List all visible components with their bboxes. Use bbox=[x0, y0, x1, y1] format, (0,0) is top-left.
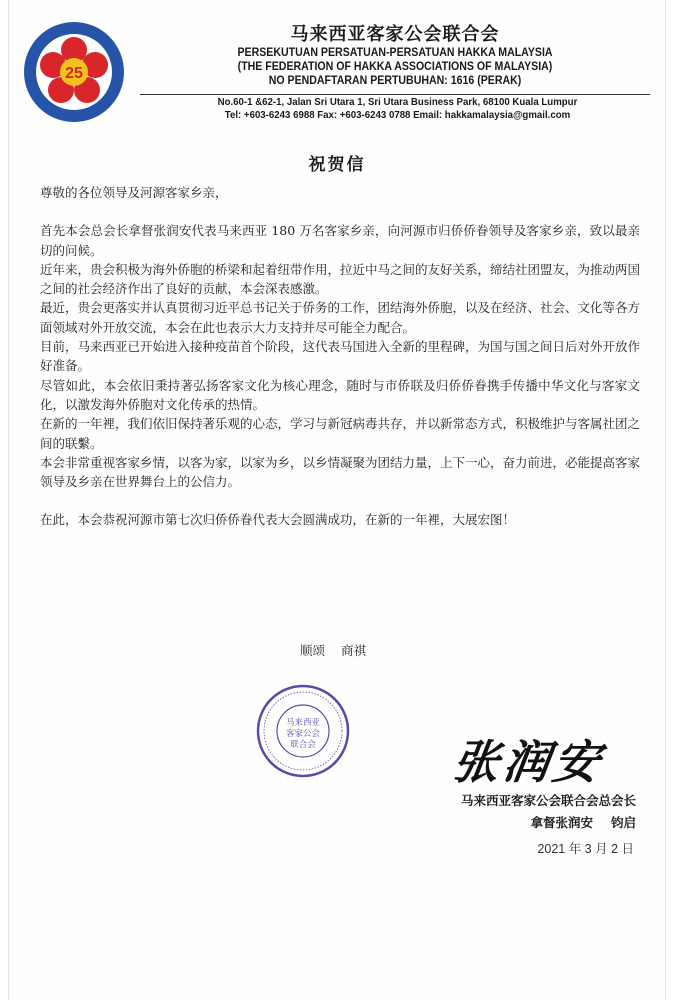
closing-word: 商祺 bbox=[341, 643, 367, 658]
paragraph: 本会非常重视客家乡情，以客为家，以家为乡，以乡情凝聚为团结力量，上下一心，奋力前进，必能提高客家领导及乡亲在世界舞台上的公信力。 bbox=[40, 454, 641, 490]
header-divider bbox=[140, 94, 650, 95]
signer-action: 钧启 bbox=[610, 815, 636, 830]
signer-title: 马来西亚客家公会联合会总会长 bbox=[460, 793, 636, 808]
paragraph: 最近，贵会更落实并认真贯彻习近平总书记关于侨务的工作，团结海外侨胞，以及在经济、社会、文化等各方面领域对外开放交流，本会在此也表示大力支持并尽可能全力配合。 bbox=[40, 300, 641, 335]
signature-text: 张润安 bbox=[449, 735, 607, 789]
org-contact: Tel: +603-6243 6988 Fax: +603-6243 0788 Email: hakkamalaysia@gmail.com bbox=[224, 109, 571, 121]
organization-seal bbox=[255, 683, 351, 779]
handwritten-signature bbox=[448, 728, 618, 790]
signer-line bbox=[461, 812, 636, 834]
letter-title: 祝贺信 bbox=[308, 155, 366, 175]
org-malay-name: PERSEKUTUAN PERSATUAN-PERSATUAN HAKKA MALAYSIA bbox=[237, 47, 553, 59]
final-wish: 在此，本会恭祝河源市第七次归侨侨眷代表大会圆满成功，在新的一年裡，大展宏图！ bbox=[40, 512, 516, 528]
paragraph: 目前，马来西亚已开始进入接种疫苗首个阶段，这代表马国进入全新的里程碑，为国与国之间日后对外开放作好准备。 bbox=[40, 339, 641, 374]
salutation: 尊敬的各位领导及河源客家乡亲， bbox=[40, 185, 228, 200]
letter-date: 2021 年 3 月 2 日 bbox=[537, 842, 634, 856]
logo-number: 25 bbox=[65, 65, 83, 82]
org-english-name: (THE FEDERATION OF HAKKA ASSOCIATIONS OF MALAYSIA) bbox=[237, 61, 553, 73]
paragraph: 尽管如此，本会依旧秉持著弘扬客家文化为核心理念，随时与市侨联及归侨侨眷携手传播中华文化与客家文化，以激发海外侨胞对文化传承的热情。 bbox=[40, 377, 640, 412]
org-registration: NO PENDAFTARAN PERTUBUHAN: 1616 (PERAK) bbox=[268, 75, 522, 87]
letterhead bbox=[130, 24, 660, 88]
seal-text: 客家公会 bbox=[285, 729, 321, 739]
org-chinese-name: 马来西亚客家公会联合会 bbox=[290, 24, 500, 45]
paragraph: 在新的一年裡，我们依旧保持著乐观的心态，学习与新冠病毒共存，并以新常态方式，积极维护与客属社团之间的联繫。 bbox=[40, 416, 641, 451]
paragraph: 近年来，贵会积极为海外侨胞的桥梁和起着纽带作用，拉近中马之间的友好关系，缔结社团盟友，为推动两国之间的社会经济作出了良好的贡献，本会深表感激。 bbox=[40, 261, 641, 297]
seal-text: 马来西亚 bbox=[285, 718, 321, 728]
signer-block bbox=[461, 790, 636, 834]
paragraph: 首先本会总会长拿督张润安代表马来西亚 180 万名客家乡亲，向河源市归侨侨眷领导及客家乡亲，致以最亲切的问候。 bbox=[40, 223, 640, 258]
letter-body bbox=[40, 183, 640, 530]
org-address-block bbox=[140, 96, 655, 122]
federation-logo bbox=[22, 20, 126, 124]
org-address: No.60-1 &62-1, Jalan Sri Utara 1, Sri Utara Business Park, 68100 Kuala Lumpur bbox=[217, 96, 578, 108]
seal-text: 联合会 bbox=[290, 740, 316, 750]
signer-name: 拿督张润安 bbox=[530, 815, 593, 830]
closing-phrase bbox=[300, 641, 366, 659]
closing-word: 顺颂 bbox=[300, 643, 326, 658]
